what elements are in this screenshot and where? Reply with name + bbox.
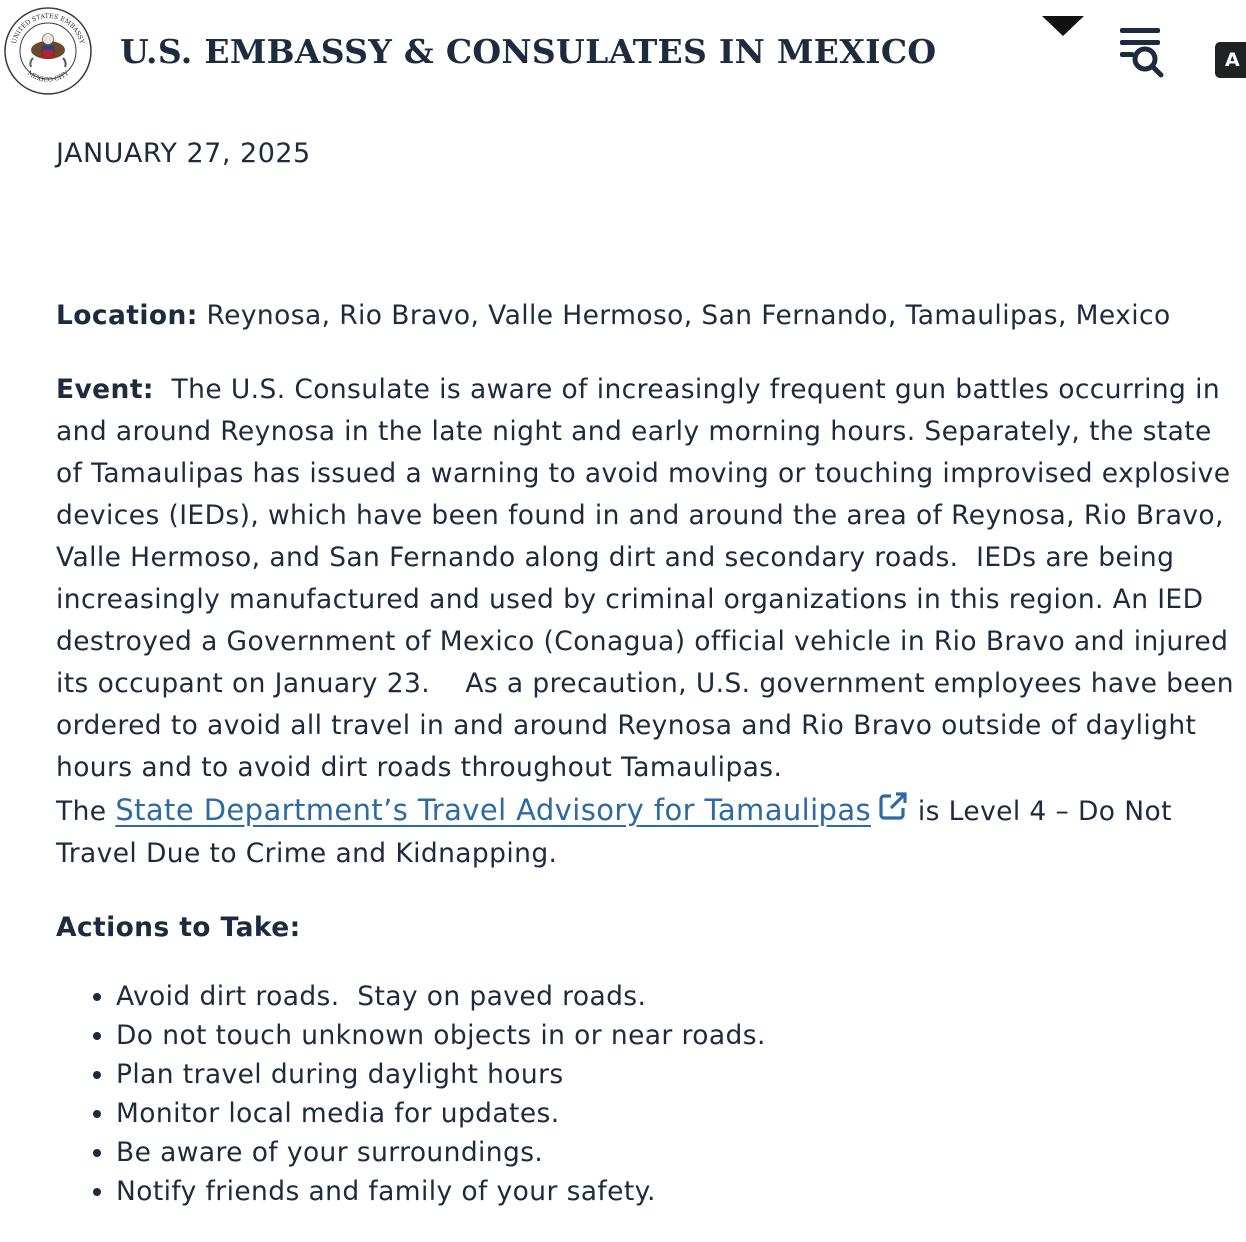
event-label: Event: (56, 374, 154, 405)
actions-heading (56, 907, 1236, 949)
location-text: Reynosa, Rio Bravo, Valle Hermoso, San Fernando, Tamaulipas, Mexico (197, 300, 1171, 331)
menu-search-icon[interactable] (1115, 26, 1165, 80)
svg-text:MEXICO CITY: MEXICO CITY (25, 69, 71, 84)
list-item: • Monitor local media for updates. (116, 1094, 1236, 1133)
site-header (0, 0, 1246, 110)
site-title[interactable]: U.S. EMBASSY & CONSULATES IN MEXICO (120, 32, 937, 71)
travel-advisory-link-text[interactable]: State Department’s Travel Advisory for Tamaulipas (115, 793, 872, 827)
actions-list (56, 977, 1236, 1211)
accessibility-button[interactable]: A (1215, 42, 1246, 78)
list-item: • Avoid dirt roads. Stay on paved roads. (116, 977, 1236, 1016)
external-link-icon[interactable] (877, 790, 909, 822)
advisory-paragraph (56, 789, 1236, 875)
location-label: Location: (56, 300, 198, 331)
location-paragraph (56, 295, 1236, 337)
alert-content (56, 295, 1243, 1211)
embassy-seal-icon[interactable] (3, 6, 93, 96)
travel-advisory-link[interactable] (115, 793, 871, 827)
list-item: • Notify friends and family of your safety. (116, 1172, 1236, 1211)
actions-label: Actions to Take: (56, 912, 301, 943)
advisory-suffix: is Level 4 – Do Not Travel Due to Crime and Kidnapping. (56, 796, 1172, 869)
list-item: • Be aware of your surroundings. (116, 1133, 1236, 1172)
list-item: • Do not touch unknown objects in or near roads. (116, 1016, 1236, 1055)
event-text: The U.S. Consulate is aware of increasingly frequent gun battles occurring in and around Reynosa in the late night and early morning hours. Separately, the state of Tamaulipas has issued a warning to avoid moving or touching improvised explosive devices (IEDs), which have been found in and around the area of Reynosa, Rio Bravo, Valle Hermoso, and San Fernando along dirt and secondary roads. IEDs are being increasingly manufactured and used by criminal organizations in this region. An IED destroyed a Government of Mexico (Conagua) official vehicle in Rio Bravo and injured its occupant on January 23. As a precaution, U.S. government employees have been ordered to avoid all travel in and around Reynosa and Rio Bravo outside of daylight hours and to avoid dirt roads throughout Tamaulipas. (56, 374, 1243, 783)
event-paragraph (56, 369, 1243, 789)
publish-date: JANUARY 27, 2025 (56, 138, 311, 169)
list-item: • Plan travel during daylight hours (116, 1055, 1236, 1094)
chevron-down-icon[interactable] (1040, 14, 1086, 38)
svg-text:UNITED STATES EMBASSY: UNITED STATES EMBASSY (10, 12, 86, 45)
advisory-prefix: The (56, 796, 116, 827)
